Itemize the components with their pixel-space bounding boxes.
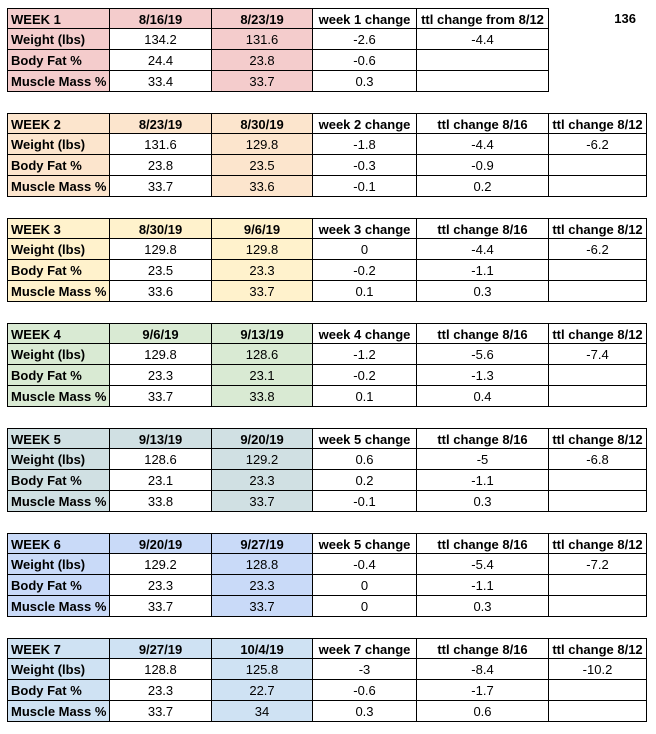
- total-change-2-cell[interactable]: [549, 365, 647, 386]
- week-change-cell[interactable]: 0: [313, 239, 417, 260]
- total-change-2-cell[interactable]: [549, 491, 647, 512]
- total-change-2-header-cell[interactable]: ttl change 8/12: [549, 638, 647, 659]
- end-value-cell[interactable]: 128.6: [212, 344, 313, 365]
- week-change-cell[interactable]: -0.2: [313, 365, 417, 386]
- start-value-cell[interactable]: 134.2: [110, 29, 212, 50]
- end-value-cell[interactable]: 129.8: [212, 134, 313, 155]
- metric-label-cell[interactable]: Muscle Mass %: [7, 71, 110, 92]
- week-change-cell[interactable]: 0.3: [313, 701, 417, 722]
- table-row: [0, 554, 656, 575]
- week-header-row: [0, 638, 656, 659]
- start-value-cell[interactable]: 33.7: [110, 701, 212, 722]
- start-date-cell[interactable]: 9/27/19: [110, 638, 212, 659]
- table-row: [0, 470, 656, 491]
- total-change-cell[interactable]: [417, 50, 549, 71]
- week-change-header-cell[interactable]: week 7 change: [313, 638, 417, 659]
- week-change-cell[interactable]: -1.8: [313, 134, 417, 155]
- total-change-2-cell[interactable]: [549, 680, 647, 701]
- end-value-cell[interactable]: 129.8: [212, 239, 313, 260]
- end-value-cell[interactable]: 125.8: [212, 659, 313, 680]
- metric-label-cell[interactable]: Muscle Mass %: [7, 596, 110, 617]
- start-date-cell[interactable]: 9/13/19: [110, 428, 212, 449]
- start-value-cell[interactable]: 23.3: [110, 680, 212, 701]
- total-change-header-cell[interactable]: ttl change 8/16: [417, 638, 549, 659]
- week-change-header-cell[interactable]: week 4 change: [313, 323, 417, 344]
- total-change-cell[interactable]: -4.4: [417, 239, 549, 260]
- start-value-cell[interactable]: 23.1: [110, 470, 212, 491]
- week-header-row: [0, 323, 656, 344]
- table-row: [0, 344, 656, 365]
- table-row: [0, 365, 656, 386]
- week-label-cell[interactable]: WEEK 2: [7, 113, 110, 134]
- total-change-cell[interactable]: [417, 71, 549, 92]
- week-change-cell[interactable]: 0: [313, 596, 417, 617]
- total-change-2-cell[interactable]: -6.8: [549, 449, 647, 470]
- total-change-header-cell[interactable]: ttl change 8/16: [417, 428, 549, 449]
- start-date-cell[interactable]: 8/30/19: [110, 218, 212, 239]
- metric-label-cell[interactable]: Muscle Mass %: [7, 176, 110, 197]
- week-label-cell[interactable]: WEEK 3: [7, 218, 110, 239]
- end-value-cell[interactable]: 33.7: [212, 596, 313, 617]
- table-row: [0, 491, 656, 512]
- metric-label-cell[interactable]: Muscle Mass %: [7, 701, 110, 722]
- week-change-cell[interactable]: -0.1: [313, 176, 417, 197]
- start-value-cell[interactable]: 33.6: [110, 281, 212, 302]
- total-change-2-header-cell[interactable]: ttl change 8/12: [549, 533, 647, 554]
- total-change-cell[interactable]: -1.7: [417, 680, 549, 701]
- total-change-header-cell[interactable]: ttl change 8/16: [417, 533, 549, 554]
- total-change-2-cell[interactable]: [549, 575, 647, 596]
- table-row: [0, 50, 656, 71]
- total-change-header-cell[interactable]: ttl change from 8/12: [417, 8, 549, 29]
- week-label-cell[interactable]: WEEK 6: [7, 533, 110, 554]
- total-change-2-cell[interactable]: -7.2: [549, 554, 647, 575]
- total-change-cell[interactable]: -4.4: [417, 134, 549, 155]
- week-change-cell[interactable]: 0: [313, 575, 417, 596]
- week-header-row: [0, 113, 656, 134]
- total-change-2-cell[interactable]: -6.2: [549, 239, 647, 260]
- week-header-row: [0, 218, 656, 239]
- metric-label-cell[interactable]: Muscle Mass %: [7, 491, 110, 512]
- end-value-cell[interactable]: 129.2: [212, 449, 313, 470]
- table-row: [0, 239, 656, 260]
- start-value-cell[interactable]: 129.8: [110, 239, 212, 260]
- end-value-cell[interactable]: 23.8: [212, 50, 313, 71]
- metric-label-cell[interactable]: Weight (lbs): [7, 554, 110, 575]
- table-row: [0, 701, 656, 722]
- metric-label-cell[interactable]: Body Fat %: [7, 470, 110, 491]
- week-change-cell[interactable]: 0.1: [313, 281, 417, 302]
- total-change-cell[interactable]: -0.9: [417, 155, 549, 176]
- table-row: [0, 449, 656, 470]
- start-value-cell[interactable]: 131.6: [110, 134, 212, 155]
- metric-label-cell[interactable]: Body Fat %: [7, 680, 110, 701]
- table-row: [0, 596, 656, 617]
- start-value-cell[interactable]: 23.8: [110, 155, 212, 176]
- total-change-2-cell[interactable]: [549, 470, 647, 491]
- start-value-cell[interactable]: 33.7: [110, 176, 212, 197]
- metric-label-cell[interactable]: Body Fat %: [7, 50, 110, 71]
- total-change-cell[interactable]: 0.6: [417, 701, 549, 722]
- total-change-cell[interactable]: 0.3: [417, 281, 549, 302]
- total-change-cell[interactable]: -4.4: [417, 29, 549, 50]
- start-date-cell[interactable]: 9/6/19: [110, 323, 212, 344]
- start-value-cell[interactable]: 23.5: [110, 260, 212, 281]
- total-change-2-cell[interactable]: [549, 701, 647, 722]
- total-change-header-cell[interactable]: ttl change 8/16: [417, 113, 549, 134]
- end-value-cell[interactable]: 131.6: [212, 29, 313, 50]
- metric-label-cell[interactable]: Weight (lbs): [7, 449, 110, 470]
- start-value-cell[interactable]: 23.3: [110, 575, 212, 596]
- total-change-cell[interactable]: 0.3: [417, 596, 549, 617]
- week-change-header-cell[interactable]: week 2 change: [313, 113, 417, 134]
- week-change-cell[interactable]: -0.2: [313, 260, 417, 281]
- week-label-cell[interactable]: WEEK 1: [7, 8, 110, 29]
- week-change-cell[interactable]: -0.6: [313, 50, 417, 71]
- metric-label-cell[interactable]: Body Fat %: [7, 575, 110, 596]
- total-change-2-header-cell[interactable]: ttl change 8/12: [549, 323, 647, 344]
- table-row: [0, 281, 656, 302]
- start-date-cell[interactable]: 9/20/19: [110, 533, 212, 554]
- total-change-2-cell[interactable]: [549, 176, 647, 197]
- total-change-2-cell[interactable]: -6.2: [549, 134, 647, 155]
- total-change-2-cell[interactable]: [549, 596, 647, 617]
- start-date-cell[interactable]: 8/23/19: [110, 113, 212, 134]
- end-date-cell[interactable]: 9/6/19: [212, 218, 313, 239]
- metric-label-cell[interactable]: Weight (lbs): [7, 29, 110, 50]
- end-date-cell[interactable]: 9/13/19: [212, 323, 313, 344]
- total-change-header-cell[interactable]: ttl change 8/16: [417, 323, 549, 344]
- total-change-2-header-cell[interactable]: ttl change 8/12: [549, 218, 647, 239]
- total-change-header-cell[interactable]: ttl change 8/16: [417, 218, 549, 239]
- end-value-cell[interactable]: 33.8: [212, 386, 313, 407]
- week-change-cell[interactable]: 0.3: [313, 71, 417, 92]
- end-value-cell[interactable]: 23.3: [212, 260, 313, 281]
- week-header-row: [0, 428, 656, 449]
- total-change-2-cell[interactable]: [549, 386, 647, 407]
- end-value-cell[interactable]: 22.7: [212, 680, 313, 701]
- end-value-cell[interactable]: 23.1: [212, 365, 313, 386]
- week-change-cell[interactable]: -0.6: [313, 680, 417, 701]
- metric-label-cell[interactable]: Muscle Mass %: [7, 386, 110, 407]
- total-change-2-cell[interactable]: -10.2: [549, 659, 647, 680]
- table-row: [0, 659, 656, 680]
- total-change-2-header-cell[interactable]: ttl change 8/12: [549, 113, 647, 134]
- total-change-2-cell[interactable]: [549, 260, 647, 281]
- start-date-cell[interactable]: 8/16/19: [110, 8, 212, 29]
- table-row: [0, 176, 656, 197]
- end-value-cell[interactable]: 23.5: [212, 155, 313, 176]
- total-change-cell[interactable]: 0.3: [417, 491, 549, 512]
- week-change-cell[interactable]: 0.2: [313, 470, 417, 491]
- week-header-row: [0, 533, 656, 554]
- end-date-cell[interactable]: 8/30/19: [212, 113, 313, 134]
- total-change-cell[interactable]: -1.1: [417, 575, 549, 596]
- total-change-cell[interactable]: -8.4: [417, 659, 549, 680]
- week-change-cell[interactable]: 0.6: [313, 449, 417, 470]
- week-change-cell[interactable]: -0.1: [313, 491, 417, 512]
- week-change-cell[interactable]: -3: [313, 659, 417, 680]
- start-value-cell[interactable]: 129.8: [110, 344, 212, 365]
- start-value-cell[interactable]: 128.8: [110, 659, 212, 680]
- end-value-cell[interactable]: 33.6: [212, 176, 313, 197]
- end-date-cell[interactable]: 9/27/19: [212, 533, 313, 554]
- start-value-cell[interactable]: 24.4: [110, 50, 212, 71]
- table-row: [0, 680, 656, 701]
- metric-label-cell[interactable]: Weight (lbs): [7, 134, 110, 155]
- week-label-cell[interactable]: WEEK 5: [7, 428, 110, 449]
- metric-label-cell[interactable]: Body Fat %: [7, 155, 110, 176]
- week-label-cell[interactable]: WEEK 4: [7, 323, 110, 344]
- metric-label-cell[interactable]: Weight (lbs): [7, 659, 110, 680]
- end-date-cell[interactable]: 8/23/19: [212, 8, 313, 29]
- total-change-2-cell[interactable]: -7.4: [549, 344, 647, 365]
- end-date-cell[interactable]: 9/20/19: [212, 428, 313, 449]
- total-change-2-header-cell[interactable]: ttl change 8/12: [549, 428, 647, 449]
- end-value-cell[interactable]: 128.8: [212, 554, 313, 575]
- table-row: [0, 386, 656, 407]
- start-value-cell[interactable]: 33.8: [110, 491, 212, 512]
- end-value-cell[interactable]: 23.3: [212, 575, 313, 596]
- start-value-cell[interactable]: 129.2: [110, 554, 212, 575]
- week-change-cell[interactable]: 0.1: [313, 386, 417, 407]
- week-header-row: [0, 8, 656, 29]
- week-change-cell[interactable]: -0.4: [313, 554, 417, 575]
- table-row: [0, 575, 656, 596]
- extra-value-cell[interactable]: 136: [614, 11, 636, 26]
- table-row: [0, 155, 656, 176]
- week-change-cell[interactable]: -2.6: [313, 29, 417, 50]
- week-change-header-cell[interactable]: week 5 change: [313, 428, 417, 449]
- start-value-cell[interactable]: 33.4: [110, 71, 212, 92]
- end-value-cell[interactable]: 33.7: [212, 491, 313, 512]
- total-change-cell[interactable]: -1.1: [417, 470, 549, 491]
- metric-label-cell[interactable]: Muscle Mass %: [7, 281, 110, 302]
- table-row: [0, 134, 656, 155]
- week-change-cell[interactable]: -0.3: [313, 155, 417, 176]
- metric-label-cell[interactable]: Weight (lbs): [7, 344, 110, 365]
- week-change-cell[interactable]: -1.2: [313, 344, 417, 365]
- table-row: [0, 71, 656, 92]
- total-change-cell[interactable]: -5: [417, 449, 549, 470]
- start-value-cell[interactable]: 128.6: [110, 449, 212, 470]
- week-change-header-cell[interactable]: week 1 change: [313, 8, 417, 29]
- total-change-cell[interactable]: -5.4: [417, 554, 549, 575]
- total-change-cell[interactable]: 0.4: [417, 386, 549, 407]
- week-label-cell[interactable]: WEEK 7: [7, 638, 110, 659]
- start-value-cell[interactable]: 33.7: [110, 386, 212, 407]
- start-value-cell[interactable]: 23.3: [110, 365, 212, 386]
- metric-label-cell[interactable]: Weight (lbs): [7, 239, 110, 260]
- metric-label-cell[interactable]: Body Fat %: [7, 260, 110, 281]
- total-change-cell[interactable]: -1.3: [417, 365, 549, 386]
- table-row: [0, 29, 656, 50]
- week-change-header-cell[interactable]: week 3 change: [313, 218, 417, 239]
- end-value-cell[interactable]: 33.7: [212, 281, 313, 302]
- end-date-cell[interactable]: 10/4/19: [212, 638, 313, 659]
- total-change-cell[interactable]: 0.2: [417, 176, 549, 197]
- end-value-cell[interactable]: 34: [212, 701, 313, 722]
- week-change-header-cell[interactable]: week 5 change: [313, 533, 417, 554]
- table-row: [0, 260, 656, 281]
- total-change-cell[interactable]: -1.1: [417, 260, 549, 281]
- total-change-2-cell[interactable]: [549, 155, 647, 176]
- metric-label-cell[interactable]: Body Fat %: [7, 365, 110, 386]
- total-change-2-cell[interactable]: [549, 281, 647, 302]
- end-value-cell[interactable]: 33.7: [212, 71, 313, 92]
- total-change-cell[interactable]: -5.6: [417, 344, 549, 365]
- start-value-cell[interactable]: 33.7: [110, 596, 212, 617]
- end-value-cell[interactable]: 23.3: [212, 470, 313, 491]
